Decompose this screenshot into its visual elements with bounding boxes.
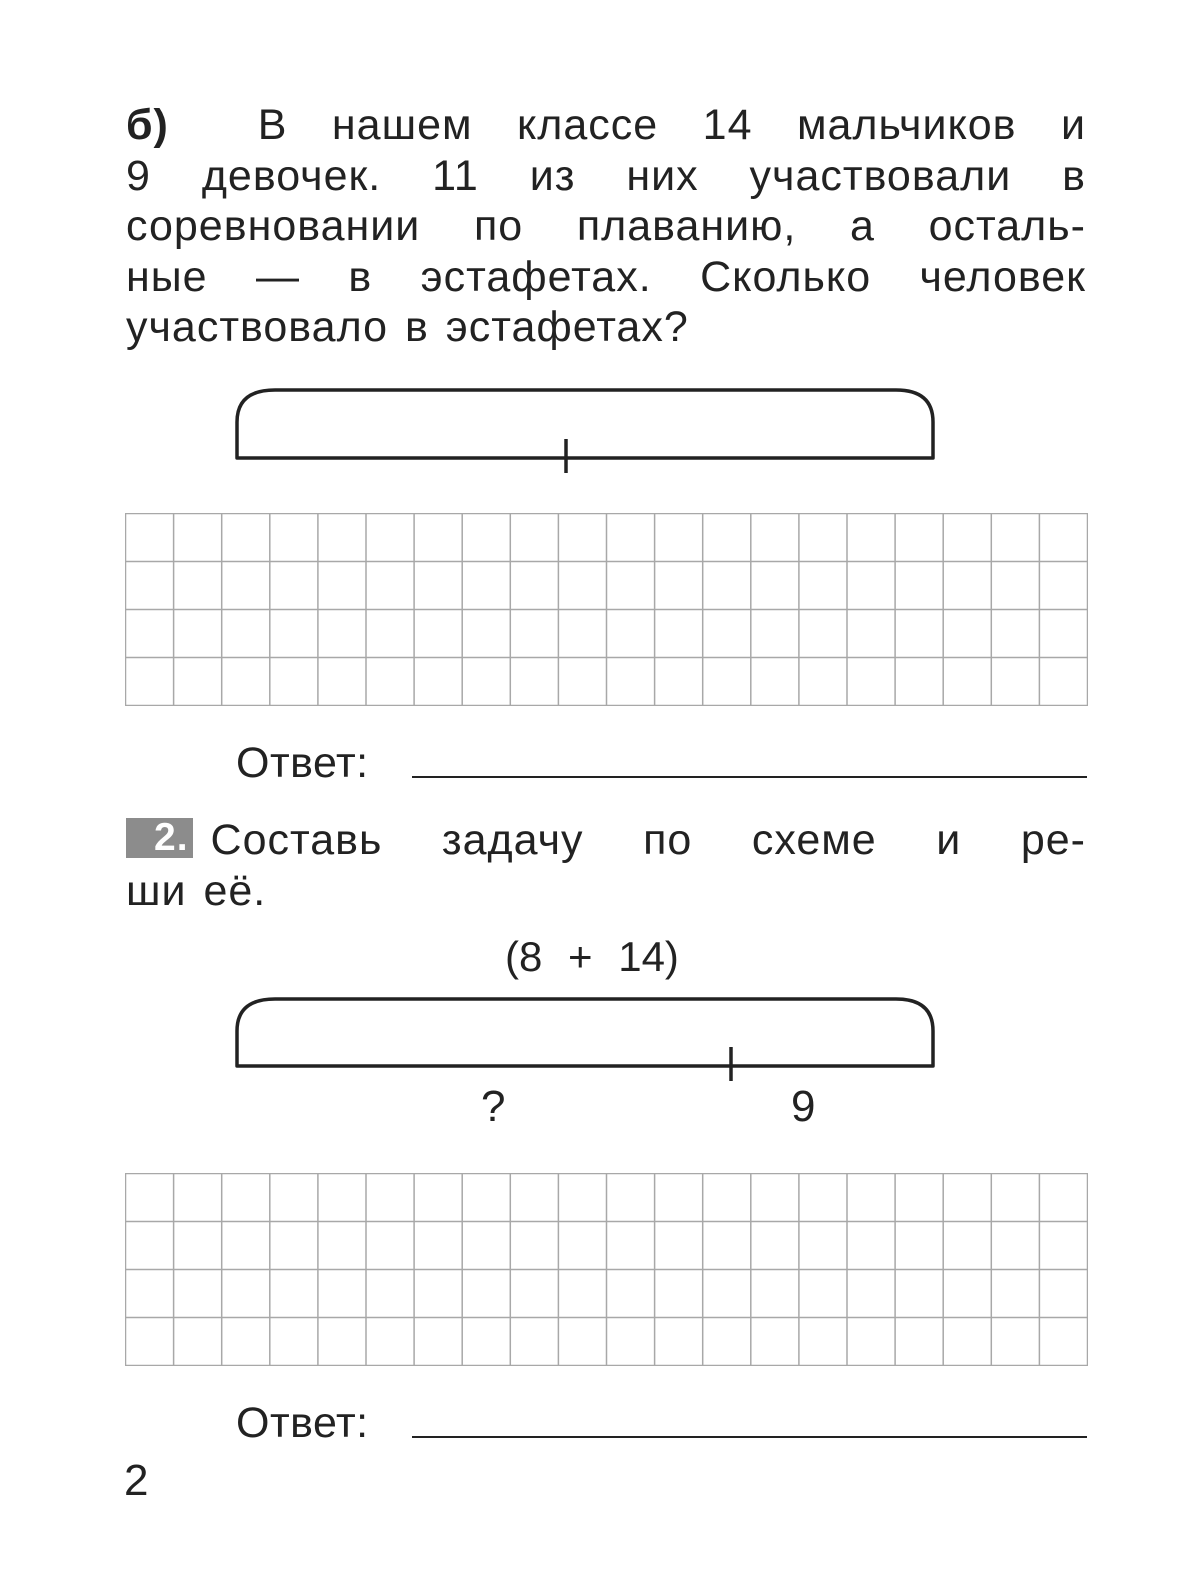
task-2-line-2: ши её.	[126, 866, 267, 915]
problem-b-line-1-text: В нашем классе 14 мальчиков и	[257, 101, 1086, 149]
task-2-answer-line[interactable]	[412, 1436, 1087, 1438]
problem-b-answer-grid[interactable]	[125, 513, 1088, 706]
problem-b-label: б)	[126, 101, 169, 149]
task-2-formula: (8 + 14)	[505, 933, 679, 980]
task-2-text	[126, 815, 1086, 916]
problem-b-answer-label: Ответ:	[236, 739, 369, 787]
problem-b-line-5: участвовало в эстафетах?	[126, 303, 689, 351]
task-2-answer-grid[interactable]	[125, 1173, 1088, 1366]
problem-b-line-3: соревновании по плаванию, а осталь-	[126, 202, 1086, 250]
task-2-answer-label: Ответ:	[236, 1399, 369, 1447]
problem-b-line-4: ные — в эстафетах. Сколько человек	[126, 252, 1086, 301]
problem-b-scheme-bracket	[237, 390, 933, 458]
task-2-line-1-text: Составь задачу по схеме и ре-	[210, 816, 1086, 864]
task-2-line-1	[126, 815, 1086, 866]
task-2-scheme-bracket	[237, 999, 933, 1066]
task-2-number-badge: 2.	[126, 818, 193, 858]
problem-b-line-1	[126, 100, 1086, 151]
problem-b-text	[126, 100, 1086, 353]
page-number: 2	[124, 1456, 149, 1505]
task-2-scheme-known-label: 9	[791, 1082, 816, 1131]
task-2-scheme-unknown-label: ?	[481, 1082, 506, 1131]
problem-b-answer-line[interactable]	[412, 776, 1087, 778]
problem-b-line-2: 9 девочек. 11 из них участвовали в	[126, 151, 1086, 200]
